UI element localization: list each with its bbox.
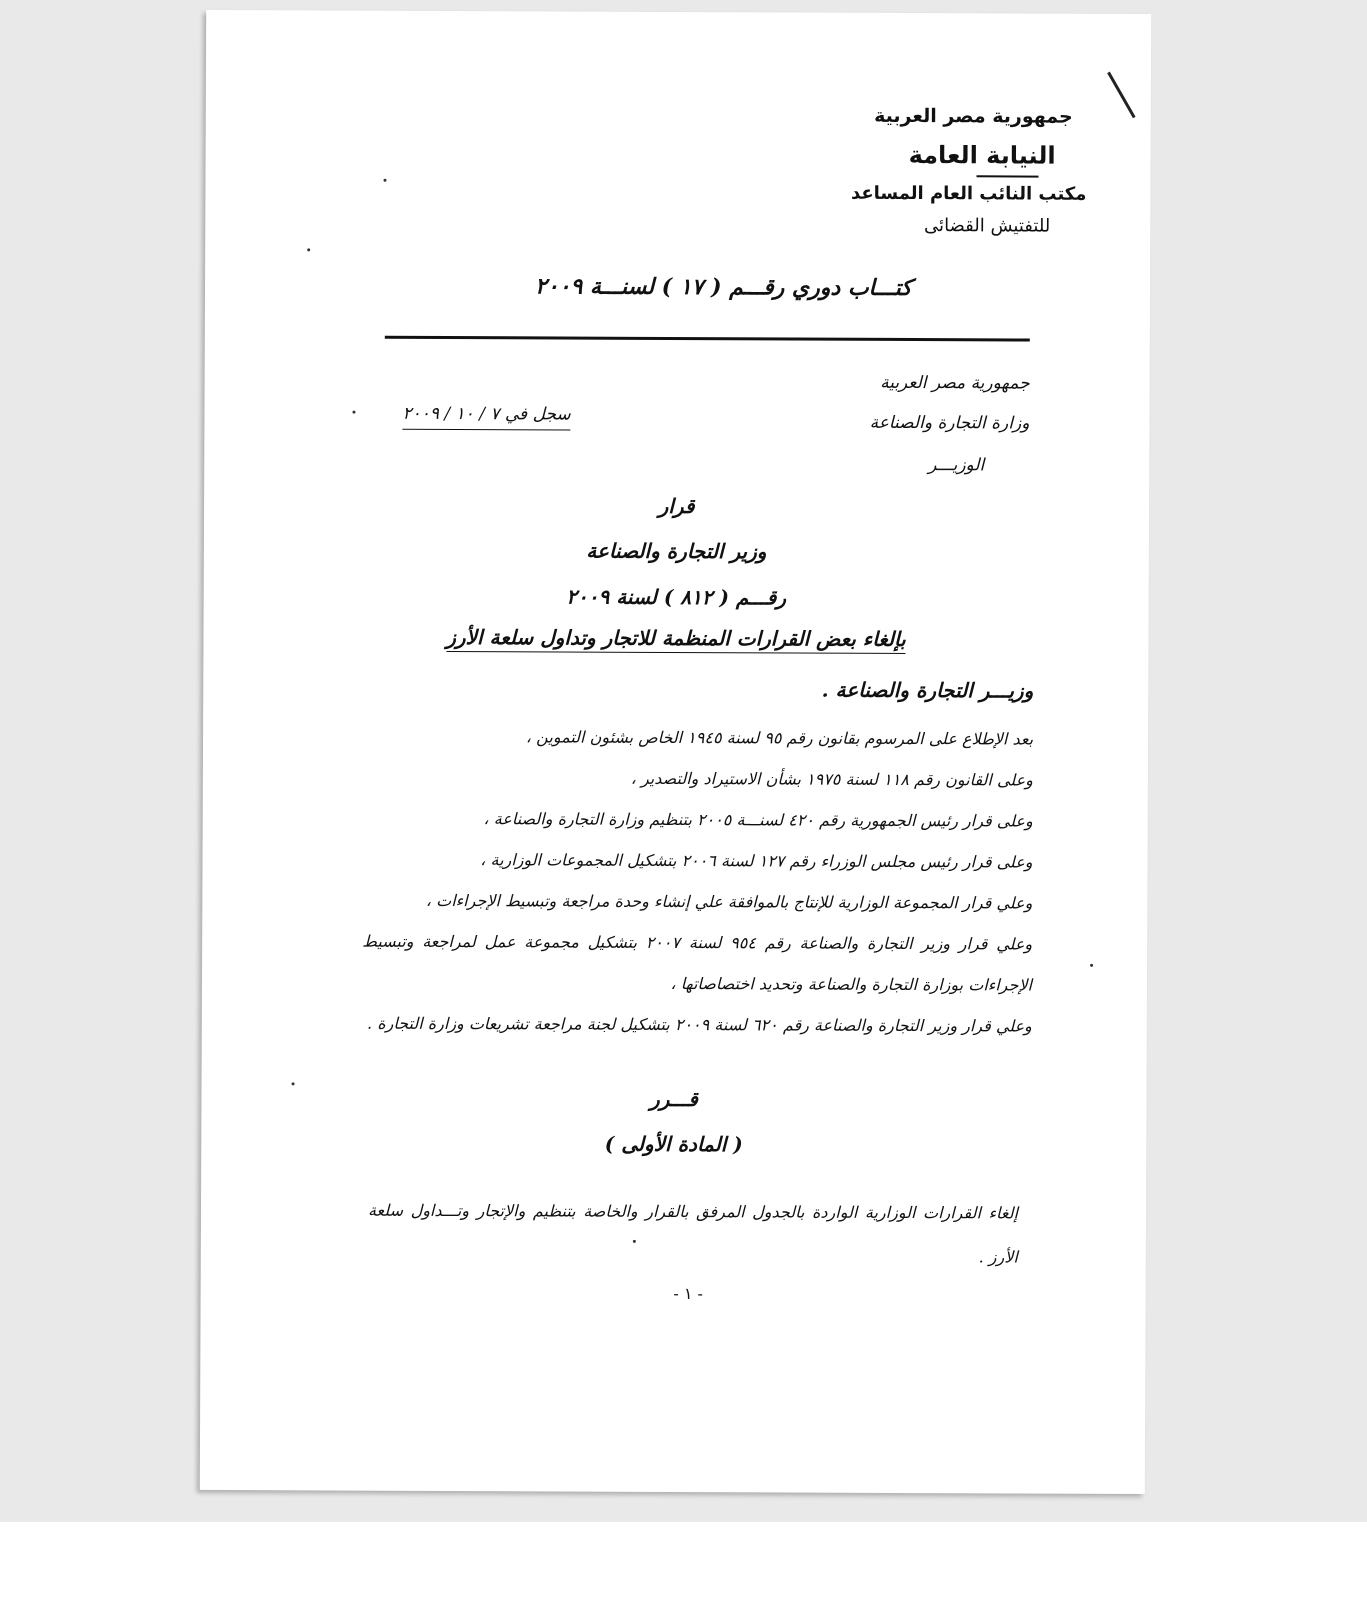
scan-speck xyxy=(352,411,355,414)
recital-item: وعلى القانون رقم ١١٨ لسنة ١٩٧٥ بشأن الاستيراد والتصدير ، xyxy=(630,768,1033,790)
header-country: جمهورية مصر العربية xyxy=(874,104,1073,128)
decree-subject xyxy=(203,624,1148,652)
scan-speck xyxy=(292,1082,295,1085)
document-page xyxy=(200,10,1151,1494)
recital-item: وعلي قرار وزير التجارة والصناعة رقم ٦٢٠ لسنة ٢٠٠٩ بتشكيل لجنة مراجعة تشريعات وزارة التجارة . xyxy=(367,1013,1032,1036)
scan-speck xyxy=(633,1240,636,1243)
scan-speck xyxy=(383,179,386,182)
header-authority-underline xyxy=(977,175,1039,177)
header-office: مكتب النائب العام المساعد xyxy=(850,182,1087,205)
decree-word: قرار xyxy=(658,493,695,519)
decree-number: رقـــم ( ٨١٢ ) لسنة ٢٠٠٩ xyxy=(566,584,787,610)
header-authority: النيابة العامة xyxy=(908,141,1056,170)
ministry-name: وزارة التجارة والصناعة xyxy=(869,412,1030,434)
recital-item: بعد الإطلاع على المرسوم بقانون رقم ٩٥ لسنة ١٩٤٥ الخاص بشئون التموين ، xyxy=(525,727,1034,749)
ministry-office: الوزيـــر xyxy=(928,455,985,476)
circular-title: كتـــاب دوري رقـــم ( ١٧ ) لسنـــة ٢٠٠٩ xyxy=(534,273,912,302)
scan-speck xyxy=(1090,964,1093,967)
recital-item: وعلي قرار المجموعة الوزارية للإنتاج بالموافقة علي إنشاء وحدة مراجعة وتبسيط الإجراءات ، xyxy=(425,890,1033,913)
article-title: ( المادة الأولى ) xyxy=(604,1131,743,1157)
header-department: للتفتيش القضائى xyxy=(924,215,1051,237)
page-number: - ١ - xyxy=(673,1283,703,1304)
title-rule xyxy=(385,336,1030,342)
recitals xyxy=(362,716,1033,1047)
ministry-country: جمهورية مصر العربية xyxy=(880,372,1030,394)
recital-item: وعلى قرار رئيس الجمهورية رقم ٤٢٠ لسنـــة ٢٠٠٥ بتنظيم وزارة التجارة والصناعة ، xyxy=(483,809,1033,831)
decree-issuer: وزير التجارة والصناعة xyxy=(586,538,767,564)
article-text: إلغاء القرارات الوزارية الواردة بالجدول المرفق بالقرار والخاصة بتنظيم والإتجار وتـــداول سلعة الأرز . xyxy=(367,1200,1019,1267)
minister-line: وزيـــر التجارة والصناعة . xyxy=(821,677,1034,703)
corner-mark xyxy=(1107,72,1135,119)
recital-item: وعلى قرار رئيس مجلس الوزراء رقم ١٢٧ لسنة ٢٠٠٦ بتشكيل المجموعات الوزارية ، xyxy=(480,850,1033,872)
decided-word: قـــرر xyxy=(650,1086,698,1112)
scan-speck xyxy=(307,248,310,251)
recital-item: وعلي قرار وزير التجارة والصناعة رقم ٩٥٤ لسنة ٢٠٠٧ بتشكيل مجموعة عمل لمراجعة وتبسيط الإجراءات بوزارة التجارة والصناعة وتحديد اختصاصاتها ، xyxy=(362,931,1033,995)
registration-date: سجل في ٧ / ١٠ / ٢٠٠٩ xyxy=(402,404,570,431)
decree-subject-text: بإلغاء بعض القرارات المنظمة للاتجار وتداول سلعة الأرز xyxy=(446,625,906,654)
